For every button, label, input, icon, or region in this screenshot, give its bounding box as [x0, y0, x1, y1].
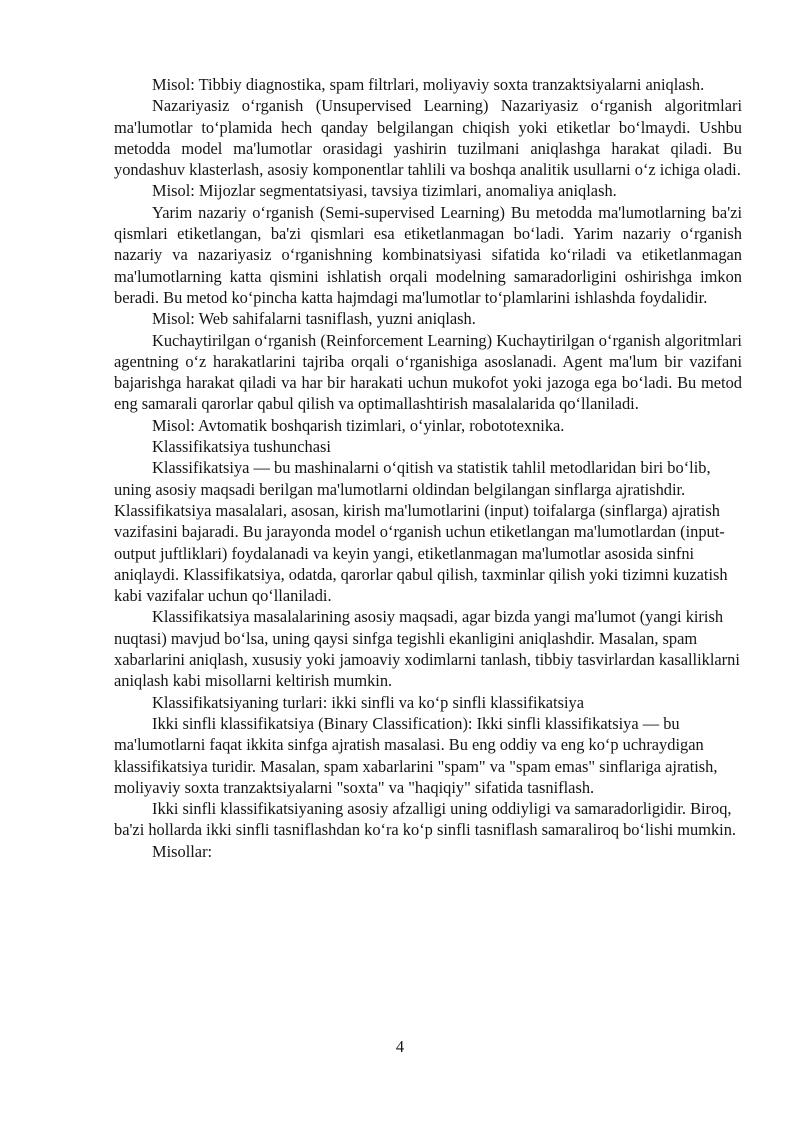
paragraph-semi-supervised-learning: Yarim nazariy o‘rganish (Semi-supervised Learning) Bu metodda ma'lumotlarning ba'zi qismlari etiketlangan, ba'zi qismlari esa etiketlanmagan bo‘ladi. Yarim nazariy o‘rganish nazariy va nazariyasiz o‘rganishning kombinatsiyasi sifatida ko‘riladi va etiketlanmagan ma'lumotlarning katta qismini ishlatish orqali modelning samaradorligini oshirishga imkon beradi. Bu metod ko‘pincha katta hajmdagi ma'lumotlar to‘plamlarini ishlashda foydalidir.	[114, 202, 742, 307]
paragraph-binary-classification: Ikki sinfli klassifikatsiya (Binary Classification): Ikki sinfli klassifikatsiya — bu ma'lumotlarni faqat ikkita sinfga ajratish masalasi. Bu eng oddiy va eng ko‘p uchraydigan klassifikatsiya turidir. Masalan, spam xabarlarini "spam" va "spam emas" sinflariga ajratish, moliyaviy soxta tranzaktsiyalarni "soxta" va "haqiqiy" sifatida tasniflash.	[114, 713, 718, 797]
paragraph-classification-types: Klassifikatsiyaning turlari: ikki sinfli va ko‘p sinfli klassifikatsiya	[152, 692, 585, 712]
paragraph-unsupervised-learning: Nazariyasiz o‘rganish (Unsupervised Learning) Nazariyasiz o‘rganish algoritmlari ma'lumotlar to‘plamida hech qanday belgilangan chiqish yoki etiketlar bo‘lmaydi. Ushbu metodda model ma'lumotlar orasidagi yashirin tuzilmani aniqlashga harakat qiladi. Bu yondashuv klasterlash, asosiy komponentlar tahlili va boshqa analitik usullarni o‘z ichiga oladi.	[114, 96, 742, 180]
section-heading-classification: Klassifikatsiya tushunchasi	[152, 437, 331, 457]
paragraph-example-supervised: Misol: Tibbiy diagnostika, spam filtrlari, moliyaviy soxta tranzaktsiyalarni aniqlash.	[152, 75, 705, 94]
paragraph-examples-label: Misollar:	[152, 841, 213, 861]
paragraph-binary-advantages: Ikki sinfli klassifikatsiyaning asosiy afzalligi uning oddiyligi va samaradorligidir. Biroq, ba'zi hollarda ikki sinfli tasniflashdan ko‘ra ko‘p sinfli tasniflash samaraliroq bo‘lishi mumkin.	[114, 799, 737, 840]
paragraph-classification-definition: Klassifikatsiya — bu mashinalarni o‘qitish va statistik tahlil metodlaridan biri bo‘lib, uning asosiy maqsadi berilgan ma'lumotlarni oldindan belgilangan sinflarga ajratishdir. Klassifikatsiya masalalari, asosan, kirish ma'lumotlarini (input) toifalarga (sinflarga) ajratish vazifasini bajaradi. Bu jarayonda model o‘rganish uchun etiketlangan ma'lumotlardan (input-output juftliklari) foydalanadi va keyin yangi, etiketlanmagan ma'lumotlar asosida sinfni aniqlaydi. Klassifikatsiya, odatda, qarorlar qabul qilish, taxminlar qilish yoki tizimni kuzatish kabi vazifalar uchun qo‘llaniladi.	[114, 458, 728, 606]
paragraph-classification-goal: Klassifikatsiya masalalarining asosiy maqsadi, agar bizda yangi ma'lumot (yangi kirish nuqtasi) mavjud bo‘lsa, uning qaysi sinfga tegishli ekanligini aniqlashdir. Masalan, spam xabarlarini aniqlash, xususiy yoki jamoaviy xodimlarni tanlash, tibbiy tasvirlardan kasalliklarni aniqlash kabi misollarni keltirish mumkin.	[114, 607, 740, 691]
paragraph-reinforcement-learning: Kuchaytirilgan o‘rganish (Reinforcement Learning) Kuchaytirilgan o‘rganish algoritmlari agentning o‘z harakatlarini tajriba orqali o‘rganishiga asoslanadi. Agent ma'lum bir vazifani bajarishga harakat qiladi va har bir harakati uchun mukofot yoki jazoga ega bo‘ladi. Bu metod eng samarali qarorlar qabul qilish va optimallashtirish masalalarida qo‘llaniladi.	[114, 330, 742, 414]
paragraph-example-unsupervised: Misol: Mijozlar segmentatsiyasi, tavsiya tizimlari, anomaliya aniqlash.	[152, 181, 617, 201]
document-page	[114, 74, 742, 862]
paragraph-example-reinforcement: Misol: Avtomatik boshqarish tizimlari, o‘yinlar, robototexnika.	[152, 415, 565, 435]
paragraph-example-semi-supervised: Misol: Web sahifalarni tasniflash, yuzni aniqlash.	[152, 309, 476, 329]
page-number: 4	[395, 1037, 405, 1056]
